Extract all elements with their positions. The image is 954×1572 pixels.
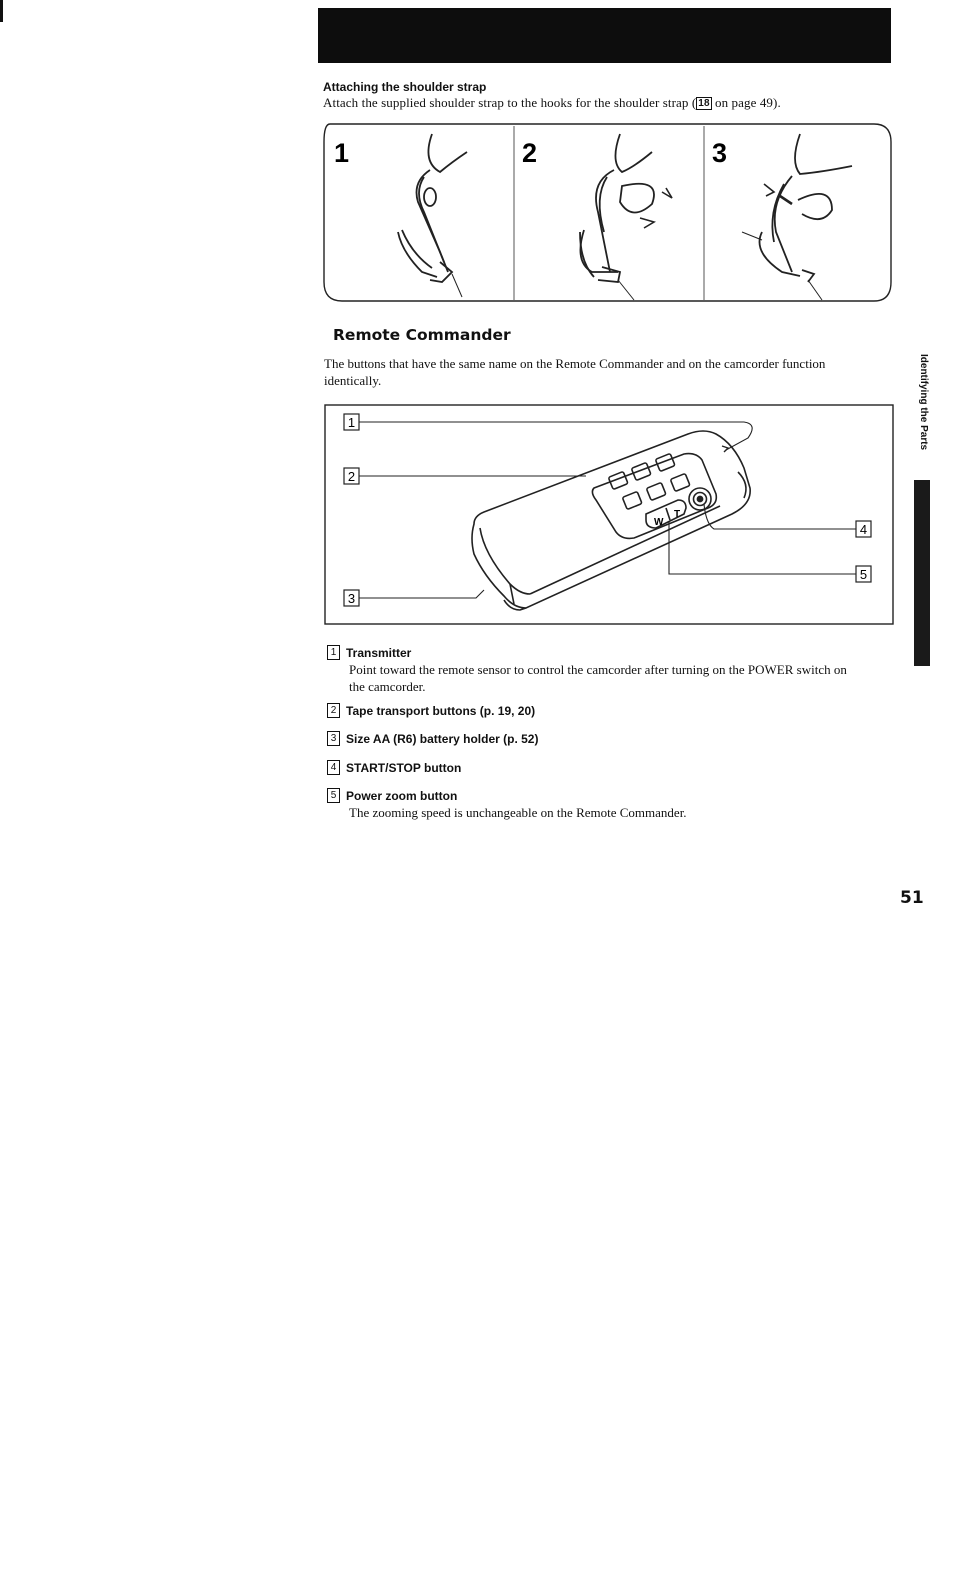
side-tab-marker — [914, 480, 930, 666]
shoulder-strap-instruction — [323, 94, 781, 111]
item-title: Tape transport buttons (p. 19, 20) — [346, 703, 536, 718]
side-tab-label — [913, 354, 933, 472]
callout-box-4 — [856, 521, 871, 537]
item-description: The zooming speed is unchangeable on the Remote Commander. — [349, 805, 687, 820]
callout-box-2 — [344, 468, 359, 484]
svg-text:3: 3 — [347, 591, 356, 606]
strap-step-1-drawing — [398, 134, 467, 297]
item-number-badge: 5 — [327, 788, 340, 803]
side-tab-label-text: Identifying the Parts — [918, 354, 929, 451]
remote-commander-heading: Remote Commander — [333, 326, 511, 344]
step-number-3: 3 — [712, 138, 728, 168]
item-number-badge: 3 — [327, 731, 340, 746]
shoulder-strap-illustration — [322, 122, 894, 304]
strap-step-2-drawing — [580, 134, 672, 300]
svg-text:1: 1 — [347, 415, 356, 430]
item-title: Size AA (R6) battery holder (p. 52) — [346, 731, 539, 746]
remote-intro-line-2: identically. — [324, 373, 382, 388]
remote-commander-body — [472, 431, 750, 610]
item-power-zoom — [327, 788, 687, 821]
callout-box-3 — [344, 590, 359, 606]
item-description: the camcorder. — [349, 679, 426, 694]
shoulder-strap-text: Attach the supplied shoulder strap to the hooks for the shoulder strap ( — [323, 95, 697, 110]
item-description: Point toward the remote sensor to control the camcorder after turning on the POWER switch on — [349, 662, 847, 677]
header-bar — [318, 8, 891, 63]
item-number-badge: 4 — [327, 760, 340, 775]
page-number: 51 — [900, 888, 924, 908]
callout-box-1 — [344, 414, 359, 430]
item-title: Transmitter — [346, 645, 412, 660]
step-number-1: 1 — [334, 138, 350, 168]
zoom-w-label: W — [654, 517, 664, 528]
step-number-2: 2 — [522, 138, 538, 168]
remote-commander-illustration — [324, 404, 895, 626]
reference-number-badge: 18 — [698, 98, 710, 109]
item-number-badge: 1 — [327, 645, 340, 660]
item-title: Power zoom button — [346, 788, 458, 803]
svg-text:5: 5 — [859, 567, 868, 582]
callout-box-5 — [856, 566, 871, 582]
item-start-stop — [327, 760, 461, 775]
item-transmitter — [327, 645, 887, 695]
svg-text:2: 2 — [347, 469, 356, 484]
item-number-badge: 2 — [327, 703, 340, 718]
strap-step-3-drawing — [742, 134, 852, 300]
page-edge-mark — [0, 0, 3, 22]
zoom-t-label: T — [674, 509, 681, 520]
item-tape-transport — [327, 703, 535, 718]
shoulder-strap-heading: Attaching the shoulder strap — [323, 80, 487, 94]
shoulder-strap-text-after: on page 49). — [711, 95, 781, 110]
remote-intro-line-1: The buttons that have the same name on the Remote Commander and on the camcorder function — [324, 356, 826, 371]
svg-text:4: 4 — [859, 522, 868, 537]
item-title: START/STOP button — [346, 760, 462, 775]
item-battery-holder — [327, 731, 538, 746]
